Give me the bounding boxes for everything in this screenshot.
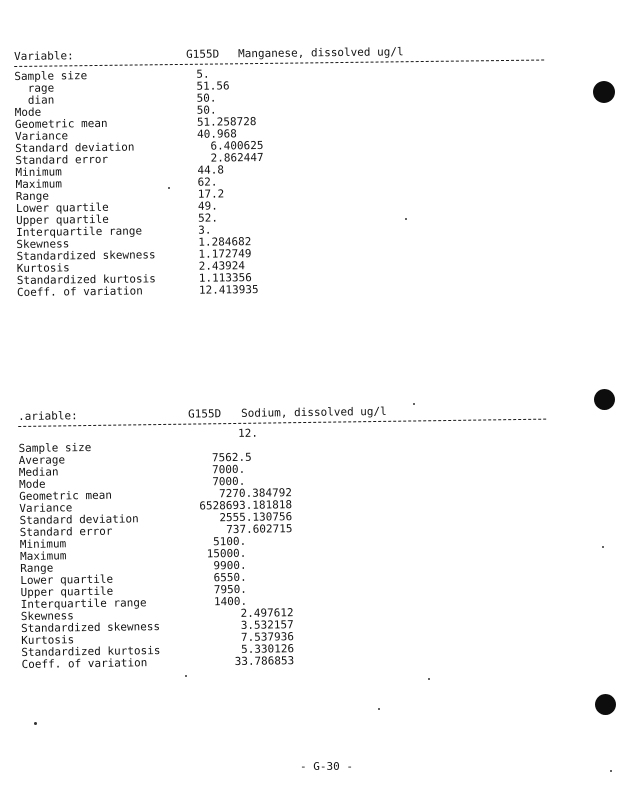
stats-rows: [18, 424, 549, 671]
scan-speck: [185, 675, 187, 677]
stat-value: 1.284682: [198, 235, 252, 249]
stat-label: Standard deviation: [19, 512, 139, 527]
variable-label: Variable:: [14, 49, 74, 63]
stat-label: Standardized skewness: [16, 248, 156, 263]
scan-speck: [610, 770, 612, 772]
stat-value: 40.968: [196, 127, 237, 141]
stat-label: Variance: [19, 501, 73, 515]
stat-label: Mode: [14, 105, 42, 119]
binder-hole-bottom: [595, 694, 616, 715]
stat-value: 1.113356: [198, 271, 252, 285]
stat-value: 2.497612: [200, 606, 294, 621]
stat-value: 1.172749: [198, 247, 252, 261]
stat-label: Minimum: [19, 537, 67, 551]
stat-label: Standard error: [15, 152, 109, 167]
stats-table-manganese: [14, 44, 547, 299]
stat-label: Sample size: [18, 440, 92, 455]
variable-code: G155D: [187, 407, 222, 421]
stat-label: Kurtosis: [16, 261, 70, 275]
table-header: [18, 403, 546, 424]
stat-value: 7562.5: [198, 450, 252, 465]
stat-label: Coeff. of variation: [21, 656, 148, 671]
stat-value: 62.: [197, 175, 218, 189]
stat-label: Lower quartile: [15, 200, 109, 215]
stat-value: 5.330126: [201, 642, 295, 657]
stat-label: Interquartile range: [16, 224, 143, 239]
stat-label: Standardized kurtosis: [16, 272, 156, 287]
stat-label: Range: [20, 561, 54, 575]
stat-label: Standard deviation: [15, 140, 135, 155]
stat-value: 6550.: [200, 570, 247, 585]
stat-value: 3.: [198, 223, 212, 237]
stat-value: 7950.: [200, 582, 247, 597]
stat-value: 7000.: [198, 474, 246, 489]
stat-value: 12.: [198, 426, 259, 441]
stat-value: 17.2: [197, 187, 225, 201]
stat-value: 6.400625: [197, 138, 264, 153]
stat-value: 2555.130756: [199, 510, 293, 525]
stat-label: Standardized skewness: [20, 620, 161, 635]
stat-label: Variance: [14, 129, 69, 143]
stat-label: Minimum: [15, 165, 62, 179]
stat-value: 49.: [197, 199, 218, 213]
stats-table-sodium: [18, 403, 550, 671]
stat-label: Lower quartile: [20, 572, 114, 587]
stat-value: 33.786853: [201, 654, 295, 669]
stat-label: Interquartile range: [20, 596, 147, 611]
variable-code: G155D: [185, 47, 220, 61]
stat-value: 15000.: [199, 546, 247, 561]
variable-description: Sodium, dissolved ug/l: [240, 404, 387, 420]
stat-value: 50.: [196, 103, 217, 117]
page-number: - G-30 -: [300, 760, 353, 773]
stat-label: dian: [14, 93, 55, 107]
stat-value: 50.: [196, 91, 217, 105]
stat-label: Skewness: [20, 609, 74, 623]
stat-value: 12.413935: [198, 283, 259, 297]
stat-value: 7270.384792: [199, 486, 292, 501]
stat-label: rage: [14, 81, 55, 95]
stat-value: 2.862447: [197, 150, 264, 165]
variable-label: .ariable:: [18, 409, 78, 423]
binder-hole-top: [593, 81, 615, 103]
stat-value: 51.56: [196, 79, 230, 93]
stat-value: 2.43924: [198, 259, 246, 273]
stat-value: 3.532157: [200, 618, 294, 633]
stats-rows: [14, 65, 547, 299]
stat-value: 9900.: [200, 558, 247, 573]
stat-label: Standard error: [19, 524, 113, 539]
stat-value: 6528693.181818: [199, 498, 293, 513]
stat-value: 1400.: [200, 594, 248, 609]
stat-label: Coeff. of variation: [16, 284, 143, 299]
stat-value: 5100.: [199, 534, 247, 549]
binder-hole-middle: [594, 389, 615, 410]
stat-label: Maximum: [19, 549, 67, 563]
scan-speck: [428, 678, 430, 680]
stat-label: Median: [18, 465, 59, 479]
stat-label: Maximum: [15, 177, 63, 191]
stat-value: 737.602715: [199, 522, 293, 537]
stat-label: Mode: [18, 477, 46, 491]
stat-label: Skewness: [16, 237, 70, 251]
stat-value: 7000.: [198, 462, 246, 477]
stat-label: Upper quartile: [16, 212, 109, 227]
stat-value: 44.8: [197, 163, 225, 177]
stat-label: Standardized kurtosis: [21, 644, 161, 659]
stat-value: 7.537936: [201, 630, 295, 645]
stat-label: Range: [15, 189, 49, 203]
stat-label: Kurtosis: [21, 633, 75, 647]
stat-label: Sample size: [14, 69, 88, 83]
scan-speck: [378, 708, 380, 710]
stat-label: Average: [18, 453, 66, 467]
stat-label: Geometric mean: [14, 116, 108, 131]
stat-value: 52.: [197, 211, 219, 225]
stat-value: 5.: [196, 67, 210, 81]
stat-label: Upper quartile: [20, 584, 114, 599]
variable-description: Manganese, dissolved ug/l: [237, 45, 404, 61]
stat-label: Geometric mean: [19, 488, 113, 503]
scan-speck: [602, 546, 604, 548]
scan-speck: [34, 722, 37, 725]
stat-value: 51.258728: [196, 115, 257, 129]
